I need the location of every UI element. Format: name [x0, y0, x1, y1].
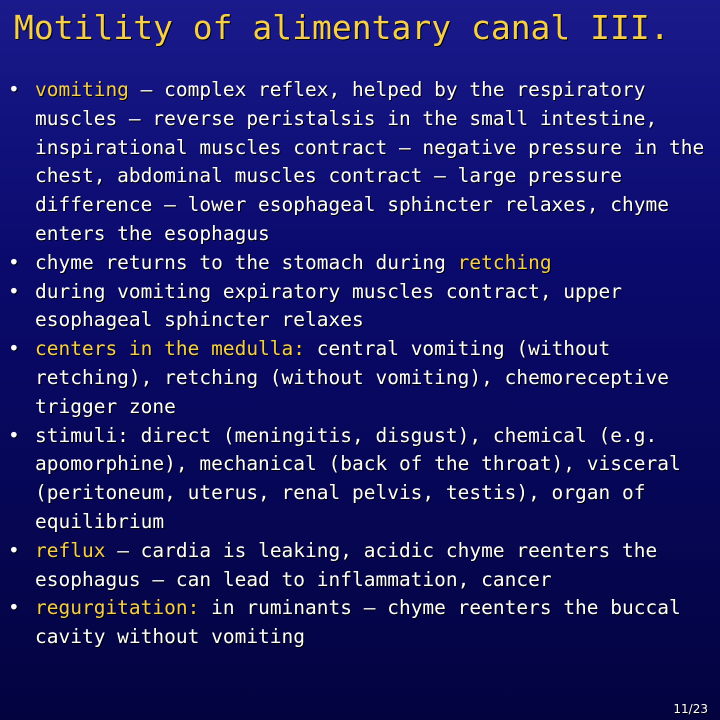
bullet-text: – complex reflex, helped by the respiratory muscles – reverse peristalsis in the small intestine, inspirational muscles contract – negative pressure in the chest, abdominal muscles contract – large pressure difference – lower esophageal sphincter relaxes, chyme enters the esophagus [35, 78, 705, 245]
bullet-reflux [8, 537, 714, 595]
bullet-list [8, 76, 714, 652]
bullet-text: – cardia is leaking, acidic chyme reenters the esophagus – can lead to inflammation, cancer [35, 538, 658, 591]
bullet-text: in ruminants – chyme reenters the buccal cavity without vomiting [35, 596, 681, 649]
bullet-retching [8, 249, 714, 278]
bullet-text: central vomiting (without retching), retching (without vomiting), chemoreceptive trigger zone [35, 337, 669, 418]
bullet-regurgitation [8, 594, 714, 652]
page-number: 11/23 [673, 702, 708, 716]
bullet-centers-medulla [8, 335, 714, 421]
bullet-lead: chyme returns to the stomach during [35, 250, 458, 274]
bullet-term: centers in the medulla: [35, 337, 306, 361]
bullet-lead: stimuli: direct (meningitis, disgust), chemical (e.g. apomorphine), mechanical (back of the throat), visceral (peritoneum, uterus, renal pelvis, testis), organ of equilibrium [35, 423, 681, 533]
slide-title: Motility of alimentary canal III. [14, 8, 670, 47]
bullet-term: vomiting [35, 78, 129, 101]
bullet-lead: during vomiting expiratory muscles contract, upper esophageal sphincter relaxes [35, 279, 622, 332]
bullet-term: retching [457, 250, 552, 274]
bullet-term: regurgitation: [35, 596, 200, 620]
bullet-vomiting [8, 76, 714, 249]
bullet-expiratory-muscles [8, 278, 714, 336]
bullet-stimuli [8, 422, 714, 537]
bullet-term: reflux [35, 538, 106, 562]
